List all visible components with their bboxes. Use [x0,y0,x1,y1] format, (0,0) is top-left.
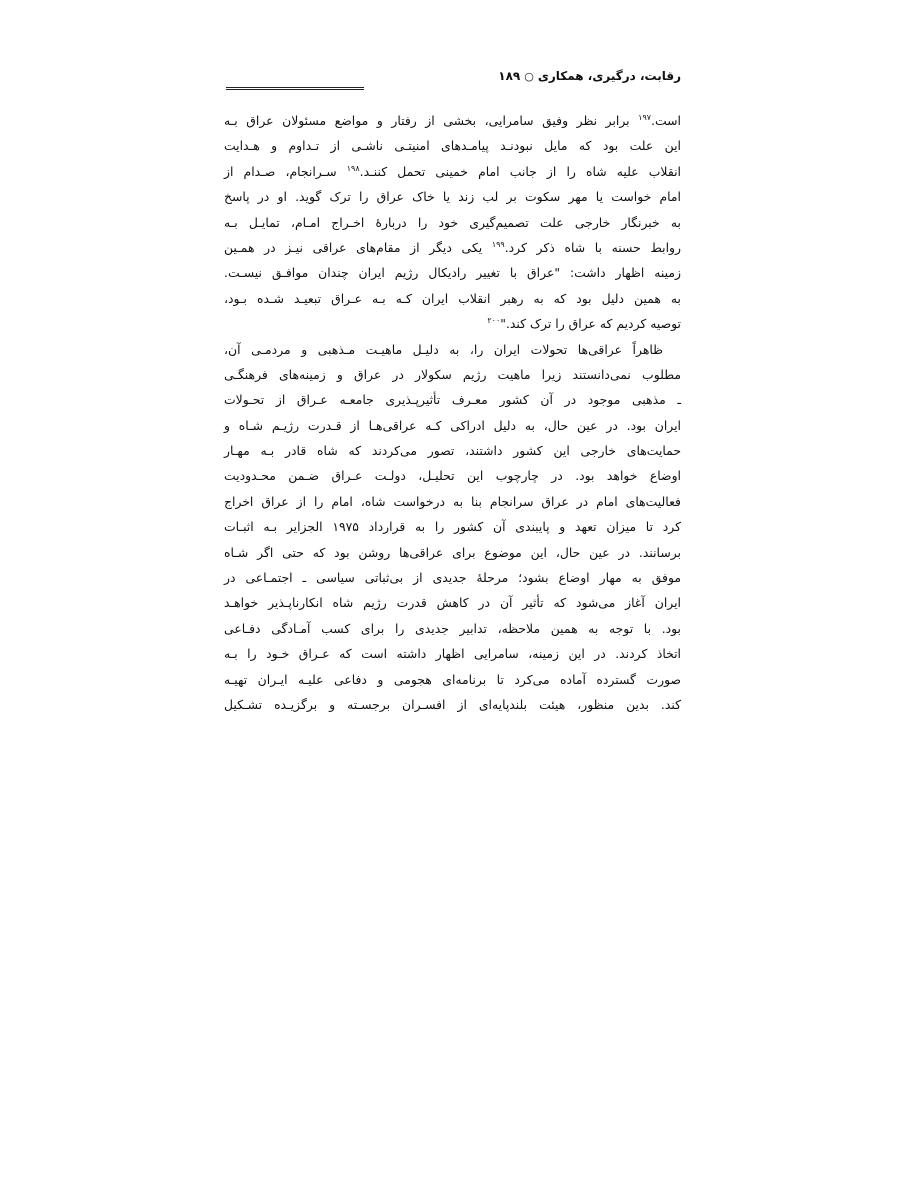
header-title: رقابت، درگیری، همکاری [537,69,681,83]
text-line: است.$^{۱۹۷}$ برابر نظر وفیق سامرایی، بخشی از رفتار و مواضع مسئولان عراق بـه [224,113,681,128]
text-line: صورت گسترده آماده می‌کرد تا برنامه‌ای هجومی و دفاعی علیـه ایـران تهیـه [224,671,681,687]
text-line: فعالیت‌های امام در عراق سرانجام بنا به درخواست شاه، امام را از عراق اخراج [224,493,681,509]
text-line: به خبرنگار خارجی علت تصمیم‌گیری خود را دربارهٔ اخـراج امـام، تمایـل بـه [224,214,681,230]
running-header [226,68,681,85]
text-line: مطلوب نمی‌دانستند زیرا ماهیت رژیم سکولار در عراق و زمینه‌های فرهنگـی [224,366,681,382]
footnote-ref: ۱۹۹ [491,239,505,249]
header-separator: ○ [524,70,534,83]
text-line: انقلاب علیه شاه را از جانب امام خمینی تحمل کننـد.$^{۱۹۸}$ سـرانجام، صـدام از [224,163,681,179]
text-line: این علت بود که مایل نبودنـد پیامـدهای امنیتـی ناشـی از تـداوم و هـدایت [224,138,681,154]
text-line: کرد تا میزان تعهد و پایبندی آن کشور را به قرارداد ۱۹۷۵ الجزایر بـه اثبـات [224,519,681,535]
text-line: توصیه کردیم که عراق را ترک کند."$^{۲۰۰}$ [487,316,681,332]
text-line: به همین دلیل بود که به رهبر انقلاب ایران کـه بـه عـراق تبعیـد شـده بـود، [224,290,681,306]
text-line: ظاهراً عراقی‌ها تحولات ایران را، به دلیـل ماهیـت مـذهبی و مردمـی آن، [224,341,663,357]
text-line: حمایت‌های خارجی این کشور داشتند، تصور می‌کردند که شاه قادر بـه مهـار [224,443,681,459]
body-text [224,108,681,717]
text-line: اوضاع خواهد بود. در چارچوب این تحلیـل، دولـت عـراق ضـمن محـدودیت [224,468,681,484]
text-line: ـ مذهبی موجود در آن کشور معـرف تأثیرپـذیری جامعـه عـراق از تحـولات [224,392,681,408]
text-line: اتخاذ کردند. در این زمینه، سامرایی اظهار داشته است که عـراق خـود را بـه [224,646,681,662]
text-line: امام خواست یا مهر سکوت بر لب زند یا خاک عراق را ترک گوید. او در پاسخ [224,189,681,205]
text-line: بود. با توجه به همین ملاحظه، تدابیر جدیدی را برای کسب آمـادگی دفـاعی [224,620,681,636]
text-line: موفق به مهار اوضاع بشود؛ مرحلهٔ جدیدی از بی‌ثباتی سیاسی ـ اجتمـاعی در [224,570,681,586]
text-line: ایران بود. در عین حال، به دلیل ادراکی کـه عراقی‌هـا از قـدرت رژیـم شـاه و [224,417,681,433]
footnote-ref: ۱۹۷ [638,113,652,122]
text-line: کند. بدین منظور، هیئت بلندپایه‌ای از افسـران برجسـته و برگزیـده تشـکیل [224,696,681,712]
text-line: زمینه اظهار داشت: "عراق با تغییر رادیکال رژیم ایران چندان موافـق نیسـت. [224,265,681,281]
header-rule [226,87,364,90]
footnote-ref: ۱۹۸ [346,163,360,173]
text-line: روابط حسنه با شاه ذکر کرد.$^{۱۹۹}$ یکی دیگر از مقام‌های عراقی نیـز در همـین [224,239,681,255]
text-line: برسانند. در عین حال، این موضوع برای عراقی‌ها روشن بود که حتی اگر شـاه [224,544,681,560]
text-line: ایران آغاز می‌شود که تأثیر آن در کاهش قدرت رژیم شاه انکارناپـذیر خواهـد [224,595,681,611]
footnote-ref: ۲۰۰ [487,316,501,326]
page-number: ۱۸۹ [498,69,521,83]
